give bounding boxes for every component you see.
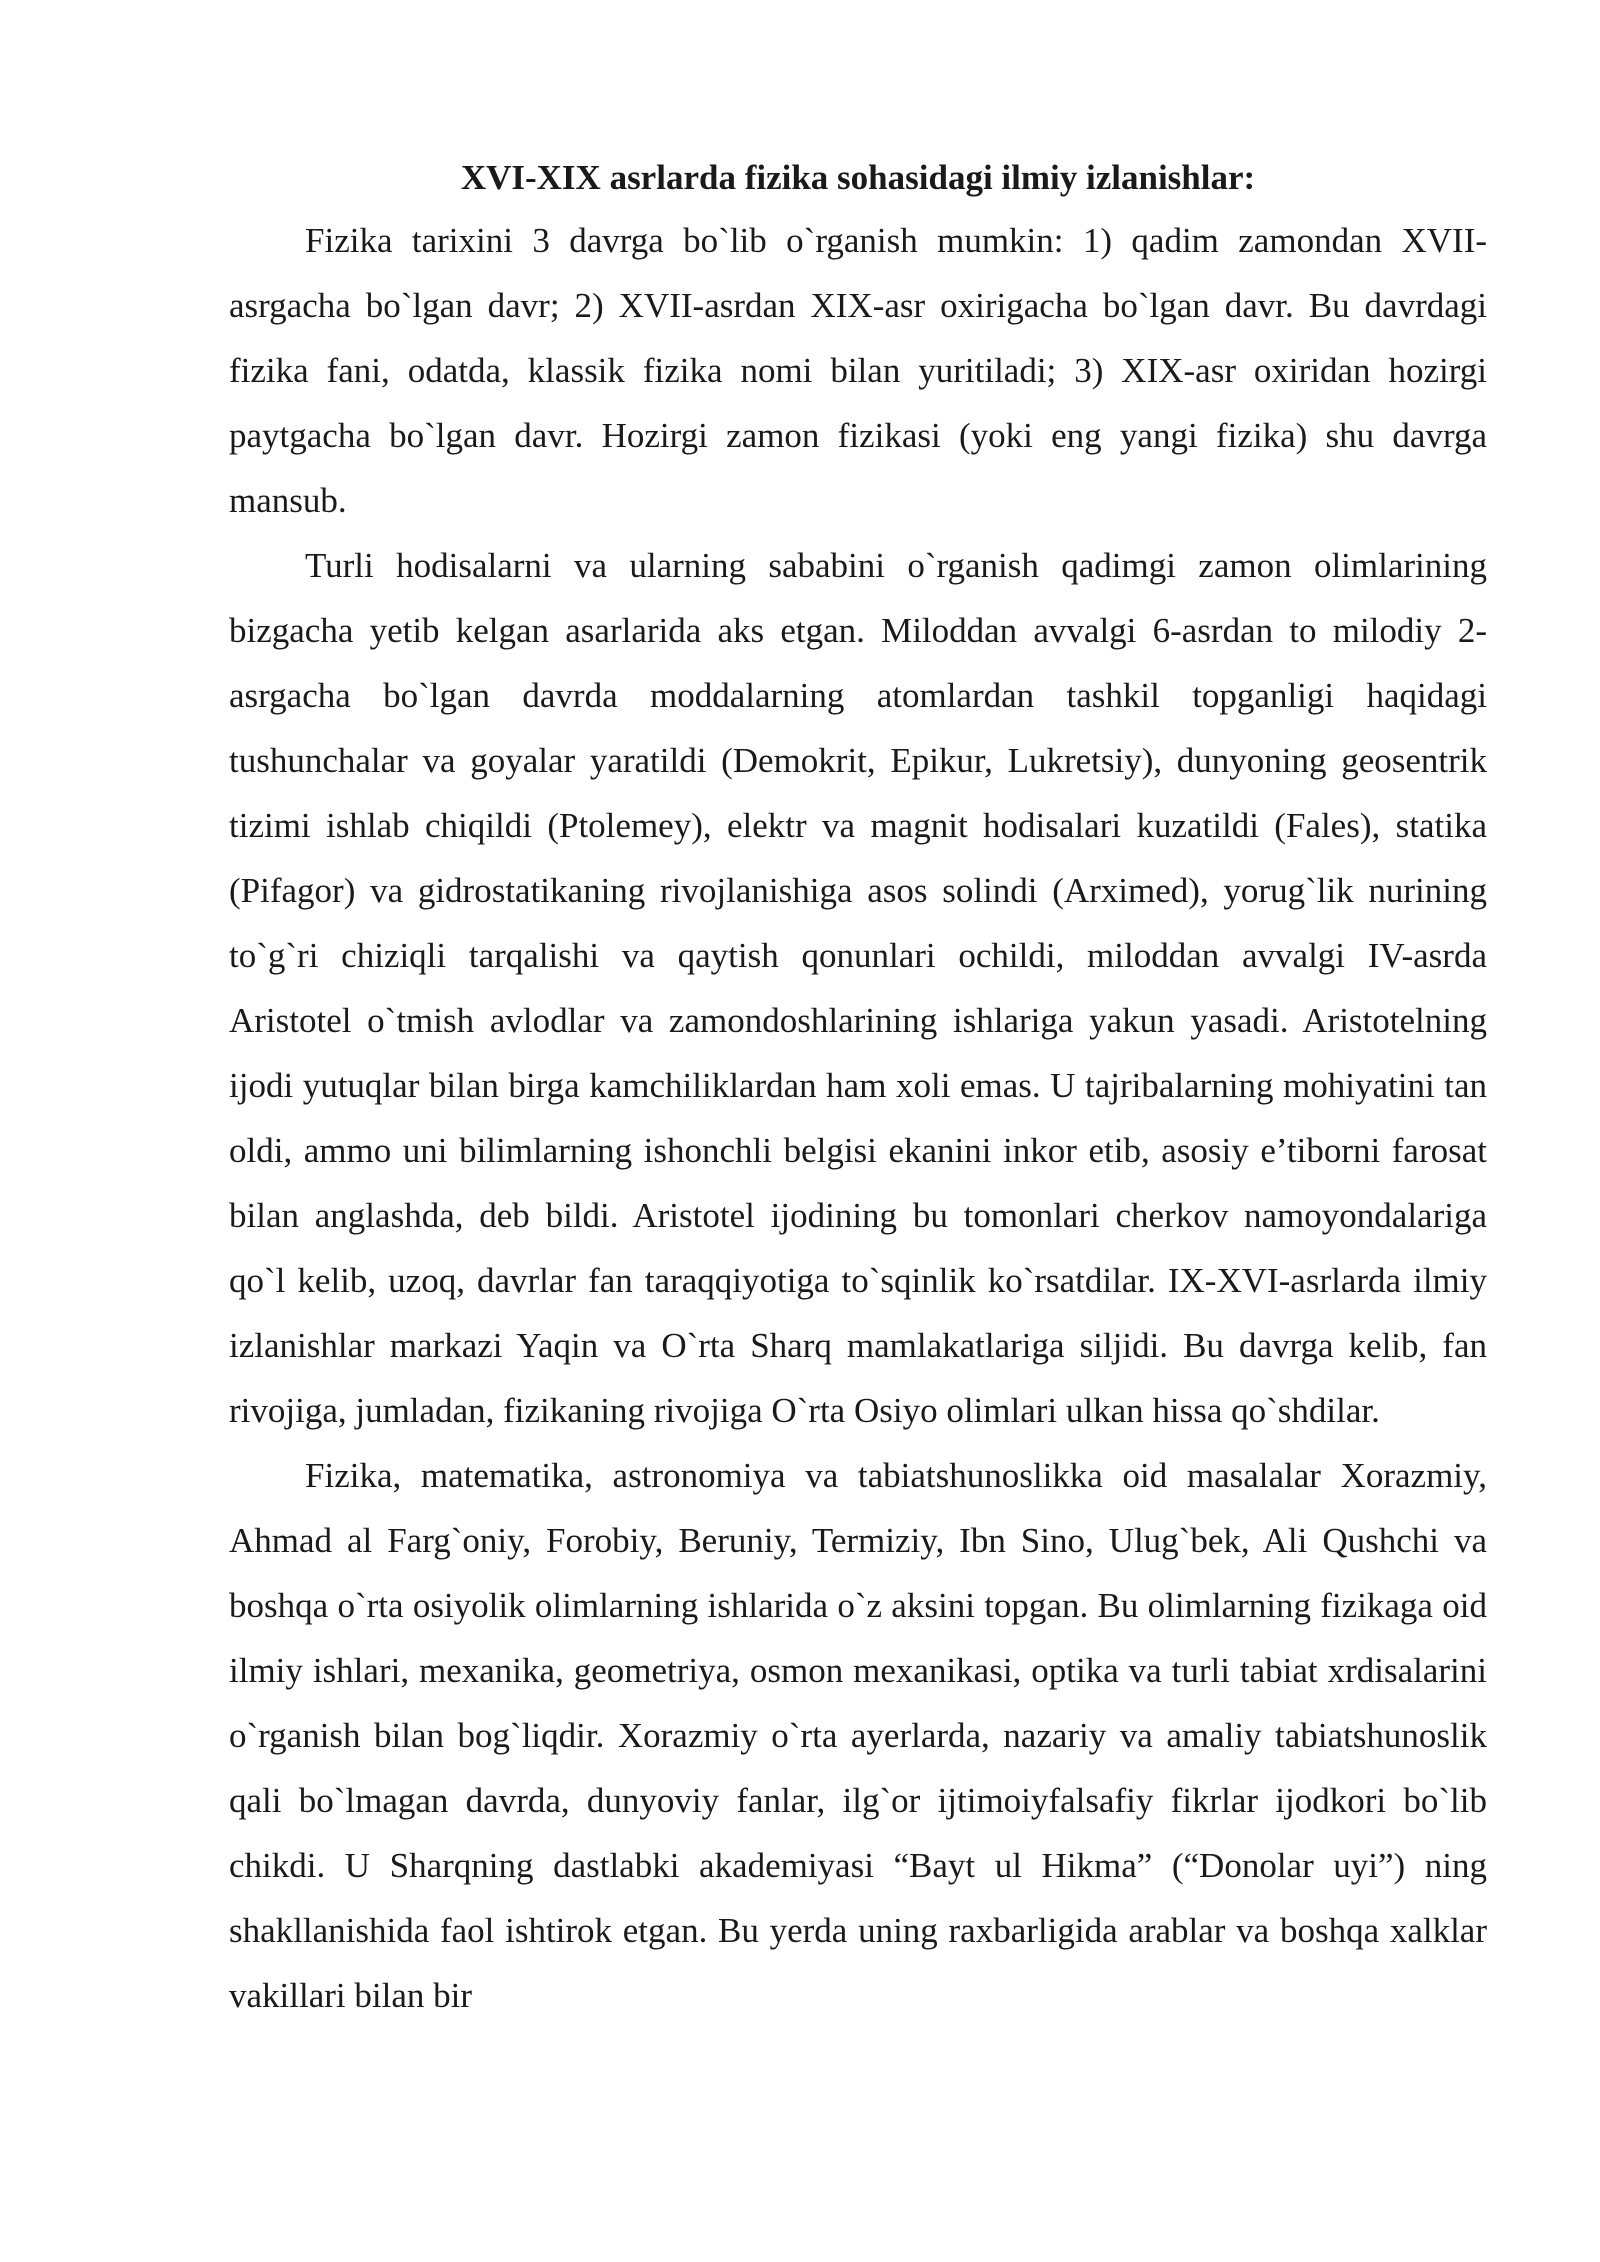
document-body: [229, 148, 1487, 2028]
paragraph-central-asian-scholars: Fizika, matematika, astronomiya va tabiatshunoslikka oid masalalar Xorazmiy, Ahmad al Farg`oniy, Forobiy, Beruniy, Termiziy, Ibn Sino, Ulug`bek, Ali Qushchi va boshqa o`rta osiyolik olimlarning ishlarida o`z aksini topgan. Bu olimlarning fizikaga oid ilmiy ishlari, mexanika, geometriya, osmon mexanikasi, optika va turli tabiat xrdisalarini o`rganish bilan bog`liqdir. Xorazmiy o`rta ayerlarda, nazariy va amaliy tabiatshunoslik qali bo`lmagan davrda, dunyoviy fanlar, ilg`or ijtimoiyfalsafiy fikrlar ijodkori bo`lib chikdi. U Sharqning dastlabki akademiyasi “Bayt ul Hikma” (“Donolar uyi”) ning shakllanishida faol ishtirok etgan. Bu yerda uning raxbarligida arablar va boshqa xalklar vakillari bilan bir: [229, 1456, 1487, 2015]
section-title: XVI-XIX asrlarda fizika sohasidagi ilmiy izlanishlar:: [460, 158, 1256, 197]
paragraph-ancient-science: Turli hodisalarni va ularning sababini o`rganish qadimgi zamon olimlarining bizgacha yetib kelgan asarlarida aks etgan. Miloddan avvalgi 6-asrdan to milodiy 2-asrgacha bo`lgan davrda moddalarning atomlardan tashkil topganligi haqidagi tushunchalar va goyalar yaratildi (Demokrit, Epikur, Lukretsiy), dunyoning geosentrik tizimi ishlab chiqildi (Ptolemey), elektr va magnit hodisalari kuzatildi (Fales), statika (Pifagor) va gidrostatikaning rivojlanishiga asos solindi (Arximed), yorug`lik nurining to`g`ri chiziqli tarqalishi va qaytish qonunlari ochildi, miloddan avvalgi IV-asrda Aristotel o`tmish avlodlar va zamondoshlarining ishlariga yakun yasadi. Aristotelning ijodi yutuqlar bilan birga kamchiliklardan ham xoli emas. U tajribalarning mohiyatini tan oldi, ammo uni bilimlarning ishonchli belgisi ekanini inkor etib, asosiy e’tiborni farosat bilan anglashda, deb bildi. Aristotel ijodining bu tomonlari cherkov namoyondalariga qo`l kelib, uzoq, davrlar fan taraqqiyotiga to`sqinlik ko`rsatdilar. IX-XVI-asrlarda ilmiy izlanishlar markazi Yaqin va O`rta Sharq mamlakatlariga siljidi. Bu davrga kelib, fan rivojiga, jumladan, fizikaning rivojiga O`rta Osiyo olimlari ulkan hissa qo`shdilar.: [229, 546, 1487, 1430]
paragraph-periods: Fizika tarixini 3 davrga bo`lib o`rganish mumkin: 1) qadim zamondan XVII-asrgacha bo`lgan davr; 2) XVII-asrdan XIX-asr oxirigacha bo`lgan davr. Bu davrdagi fizika fani, odatda, klassik fizika nomi bilan yuritiladi; 3) XIX-asr oxiridan hozirgi paytgacha bo`lgan davr. Hozirgi zamon fizikasi (yoki eng yangi fizika) shu davrga mansub.: [229, 221, 1487, 520]
